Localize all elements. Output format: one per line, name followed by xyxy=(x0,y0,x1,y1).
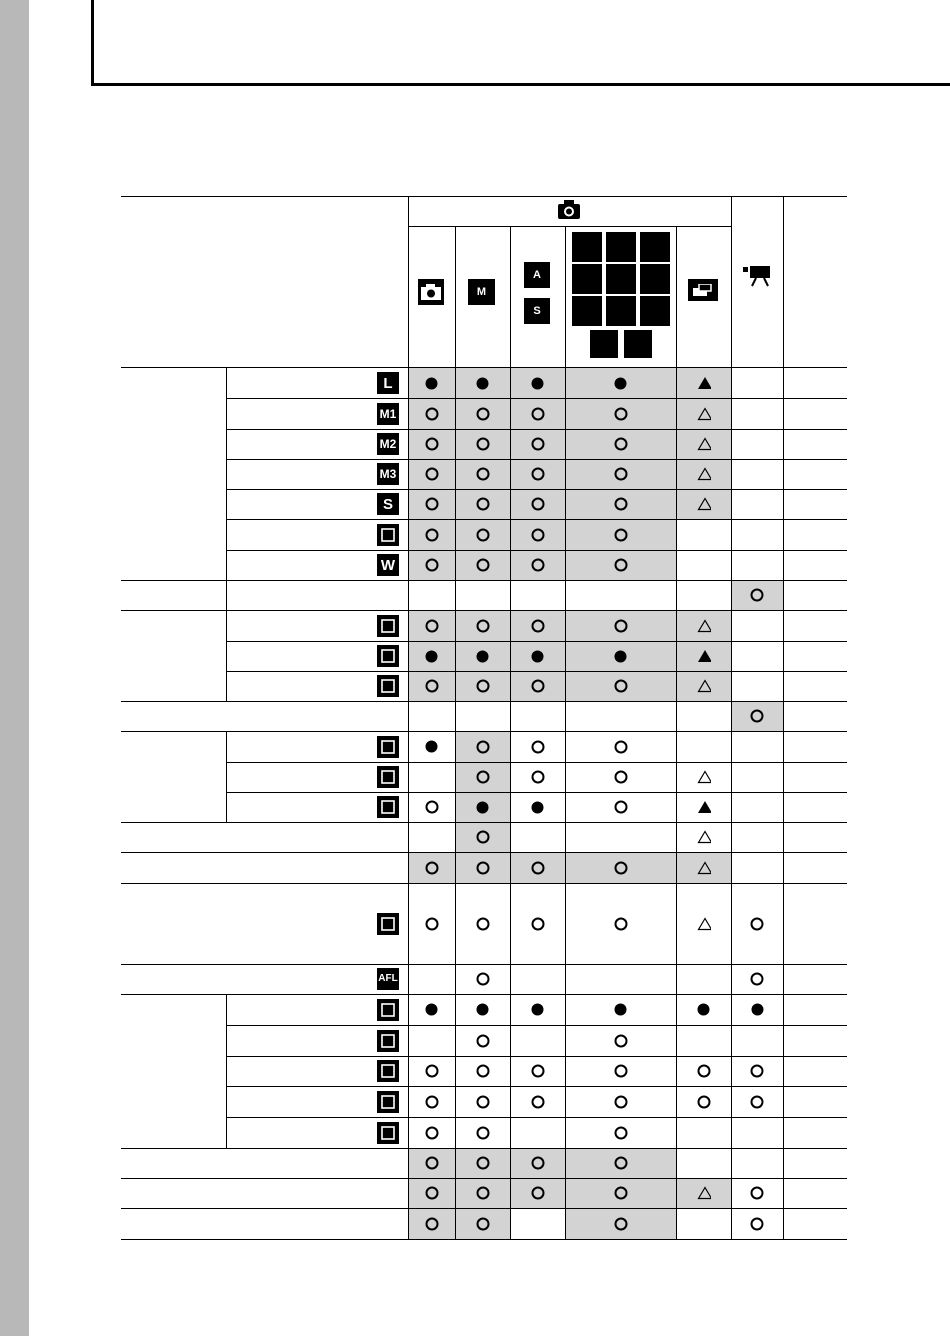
mark-open-circle xyxy=(697,1064,711,1078)
mark-open-circle xyxy=(750,709,764,723)
camera-icon xyxy=(557,199,581,220)
mark-open-circle xyxy=(531,467,545,481)
mark-open-circle xyxy=(476,1186,490,1200)
mark-open-circle xyxy=(531,861,545,875)
mark-open-circle xyxy=(531,1095,545,1109)
mark-open-circle xyxy=(476,1034,490,1048)
mark-open-circle xyxy=(425,467,439,481)
stitch-assist-s-icon: S xyxy=(524,298,550,324)
mark-filled-circle xyxy=(476,1003,490,1017)
mark-open-circle xyxy=(614,497,628,511)
mark-filled-circle xyxy=(750,1003,764,1017)
mark-open-circle xyxy=(531,740,545,754)
table-rule xyxy=(121,1239,847,1240)
single-shot-icon xyxy=(377,999,399,1021)
table-rule xyxy=(121,852,847,853)
mark-open-circle xyxy=(476,1095,490,1109)
fireworks-icon xyxy=(640,296,670,326)
mark-open-circle xyxy=(476,1064,490,1078)
mark-open-circle xyxy=(531,407,545,421)
mark-open-circle xyxy=(476,917,490,931)
aquarium-icon xyxy=(590,330,618,358)
table-rule xyxy=(121,1208,847,1209)
mark-open-circle xyxy=(425,1217,439,1231)
mark-open-circle xyxy=(531,679,545,693)
table-rule xyxy=(121,1148,847,1149)
mark-open-circle xyxy=(425,1064,439,1078)
normal-icon xyxy=(377,675,399,697)
resolution-l-icon: L xyxy=(377,372,399,394)
mark-open-circle xyxy=(425,1095,439,1109)
mark-open-circle xyxy=(614,1064,628,1078)
mark-open-circle xyxy=(750,1217,764,1231)
mark-open-circle xyxy=(476,437,490,451)
mark-open-circle xyxy=(614,437,628,451)
mark-filled-circle xyxy=(425,740,439,754)
table-rule xyxy=(226,550,847,551)
table-rule xyxy=(121,994,847,995)
mark-open-circle xyxy=(531,1064,545,1078)
mark-open-circle xyxy=(425,861,439,875)
mark-open-circle xyxy=(750,1095,764,1109)
mark-open-triangle xyxy=(697,467,711,481)
group-divider xyxy=(226,368,227,610)
continuous-icon xyxy=(377,1030,399,1052)
mark-open-circle xyxy=(697,1095,711,1109)
camera-manual-icon: M xyxy=(468,279,495,305)
table-rule xyxy=(226,1056,847,1057)
mark-open-circle xyxy=(614,407,628,421)
table-rule xyxy=(226,1117,847,1118)
selftimer-2-icon xyxy=(377,1091,399,1113)
table-header-rule xyxy=(121,367,847,368)
mark-filled-circle xyxy=(697,1003,711,1017)
mark-open-circle xyxy=(614,679,628,693)
mark-open-circle xyxy=(425,528,439,542)
table-rule xyxy=(121,1178,847,1179)
mark-open-circle xyxy=(750,1186,764,1200)
mark-open-circle xyxy=(614,528,628,542)
mark-filled-circle xyxy=(531,1003,545,1017)
mark-open-circle xyxy=(614,1095,628,1109)
mark-open-circle xyxy=(750,917,764,931)
mark-open-circle xyxy=(614,467,628,481)
mark-open-circle xyxy=(476,528,490,542)
page-edge-tab xyxy=(0,0,29,1336)
column-divider xyxy=(565,226,566,1239)
table-rule xyxy=(226,398,847,399)
fine-icon xyxy=(377,645,399,667)
mark-open-circle xyxy=(531,619,545,633)
mark-filled-circle xyxy=(476,800,490,814)
mark-open-circle xyxy=(614,740,628,754)
mark-open-circle xyxy=(476,619,490,633)
mark-filled-triangle xyxy=(697,649,711,663)
mark-filled-triangle xyxy=(697,376,711,390)
mark-open-circle xyxy=(750,972,764,986)
mark-open-circle xyxy=(476,1126,490,1140)
table-rule xyxy=(121,883,847,884)
mark-open-circle xyxy=(476,497,490,511)
mark-open-circle xyxy=(476,467,490,481)
mark-open-triangle xyxy=(697,770,711,784)
mark-open-circle xyxy=(531,558,545,572)
mark-open-triangle xyxy=(697,437,711,451)
camera-icon xyxy=(418,279,444,305)
mark-open-circle xyxy=(531,437,545,451)
foliage-icon xyxy=(640,264,670,294)
indoor-icon xyxy=(606,264,636,294)
mark-open-circle xyxy=(614,800,628,814)
mark-open-circle xyxy=(531,917,545,931)
mark-open-triangle xyxy=(697,861,711,875)
table-rule xyxy=(121,701,847,702)
table-rule xyxy=(226,762,847,763)
mark-open-circle xyxy=(425,1156,439,1170)
selftimer-10-icon xyxy=(377,1060,399,1082)
camera-group-rule xyxy=(408,226,731,227)
mark-open-triangle xyxy=(697,917,711,931)
mark-open-triangle xyxy=(697,1186,711,1200)
mark-open-circle xyxy=(476,972,490,986)
mark-open-circle xyxy=(425,1126,439,1140)
mark-filled-circle xyxy=(614,376,628,390)
mark-open-triangle xyxy=(697,619,711,633)
mark-open-circle xyxy=(476,1217,490,1231)
mark-filled-circle xyxy=(425,649,439,663)
column-divider xyxy=(455,226,456,1239)
flash-on-icon xyxy=(377,766,399,788)
table-rule xyxy=(226,519,847,520)
mark-open-circle xyxy=(614,861,628,875)
mark-filled-circle xyxy=(476,649,490,663)
page-title-box xyxy=(91,0,950,86)
mark-open-circle xyxy=(425,1186,439,1200)
table-rule xyxy=(226,641,847,642)
mark-open-circle xyxy=(614,1126,628,1140)
resolution-m2-icon: M2 xyxy=(377,433,399,455)
mark-open-circle xyxy=(476,740,490,754)
mark-open-circle xyxy=(750,1064,764,1078)
mark-open-circle xyxy=(531,497,545,511)
mark-open-circle xyxy=(614,770,628,784)
column-divider xyxy=(783,196,784,1239)
night-snapshot-icon xyxy=(640,232,670,262)
underwater-icon xyxy=(624,330,652,358)
landscape-icon xyxy=(606,232,636,262)
mark-open-circle xyxy=(476,830,490,844)
special-scene-icon xyxy=(688,279,718,301)
mark-open-circle xyxy=(425,437,439,451)
kids-pets-icon xyxy=(572,264,602,294)
mark-open-circle xyxy=(531,1186,545,1200)
mark-open-triangle xyxy=(697,497,711,511)
column-divider xyxy=(731,196,732,1239)
beach-icon xyxy=(606,296,636,326)
mark-open-circle xyxy=(425,917,439,931)
group-divider xyxy=(226,731,227,822)
table-rule xyxy=(226,1086,847,1087)
mark-open-circle xyxy=(476,407,490,421)
stitch-assist-a-icon: A xyxy=(524,262,550,288)
table-rule xyxy=(121,822,847,823)
mark-open-circle xyxy=(476,679,490,693)
table-rule xyxy=(121,731,847,732)
mark-open-circle xyxy=(614,619,628,633)
flash-auto-icon xyxy=(377,736,399,758)
mark-open-circle xyxy=(531,1156,545,1170)
mark-filled-circle xyxy=(531,376,545,390)
postcard-icon xyxy=(377,524,399,546)
macro-icon xyxy=(377,913,399,935)
mark-open-circle xyxy=(614,917,628,931)
resolution-s-icon: S xyxy=(377,493,399,515)
mark-filled-circle xyxy=(531,800,545,814)
column-divider xyxy=(510,226,511,1239)
mark-open-circle xyxy=(614,1186,628,1200)
mark-open-circle xyxy=(614,1034,628,1048)
mark-open-triangle xyxy=(697,407,711,421)
function-availability-table xyxy=(121,196,847,1239)
mark-open-circle xyxy=(614,558,628,572)
mark-filled-circle xyxy=(425,1003,439,1017)
resolution-w-icon: W xyxy=(377,554,399,576)
mark-open-triangle xyxy=(697,830,711,844)
table-rule xyxy=(226,671,847,672)
table-rule xyxy=(226,792,847,793)
mark-open-circle xyxy=(614,1217,628,1231)
portrait-icon xyxy=(572,232,602,262)
mark-open-circle xyxy=(476,558,490,572)
column-divider xyxy=(676,226,677,1239)
movie-icon xyxy=(741,264,773,288)
group-divider xyxy=(226,994,227,1148)
mark-filled-circle xyxy=(614,649,628,663)
table-rule xyxy=(121,580,847,581)
mark-open-circle xyxy=(425,558,439,572)
table-rule xyxy=(226,459,847,460)
mark-open-triangle xyxy=(697,679,711,693)
mark-filled-circle xyxy=(476,376,490,390)
flash-off-icon xyxy=(377,796,399,818)
mark-filled-circle xyxy=(531,649,545,663)
column-divider xyxy=(408,196,409,1239)
mark-open-circle xyxy=(425,497,439,511)
mark-open-circle xyxy=(425,800,439,814)
table-rule xyxy=(121,610,847,611)
table-rule xyxy=(226,429,847,430)
mark-filled-circle xyxy=(425,376,439,390)
mark-open-circle xyxy=(750,588,764,602)
table-top-rule xyxy=(121,196,847,197)
mark-open-circle xyxy=(476,861,490,875)
resolution-m3-icon: M3 xyxy=(377,463,399,485)
mark-open-circle xyxy=(425,619,439,633)
mark-open-circle xyxy=(476,1156,490,1170)
selftimer-custom-icon xyxy=(377,1122,399,1144)
mark-open-circle xyxy=(425,679,439,693)
superfine-icon xyxy=(377,615,399,637)
mark-open-circle xyxy=(614,1156,628,1170)
resolution-afl-icon: AFL xyxy=(377,968,399,990)
table-rule xyxy=(226,489,847,490)
mark-open-circle xyxy=(531,528,545,542)
snow-icon xyxy=(572,296,602,326)
mark-filled-triangle xyxy=(697,800,711,814)
group-divider xyxy=(226,610,227,701)
resolution-m1-icon: M1 xyxy=(377,403,399,425)
table-rule xyxy=(121,964,847,965)
mark-filled-circle xyxy=(614,1003,628,1017)
table-rule xyxy=(226,1025,847,1026)
mark-open-circle xyxy=(476,770,490,784)
mark-open-circle xyxy=(425,407,439,421)
mark-open-circle xyxy=(531,770,545,784)
